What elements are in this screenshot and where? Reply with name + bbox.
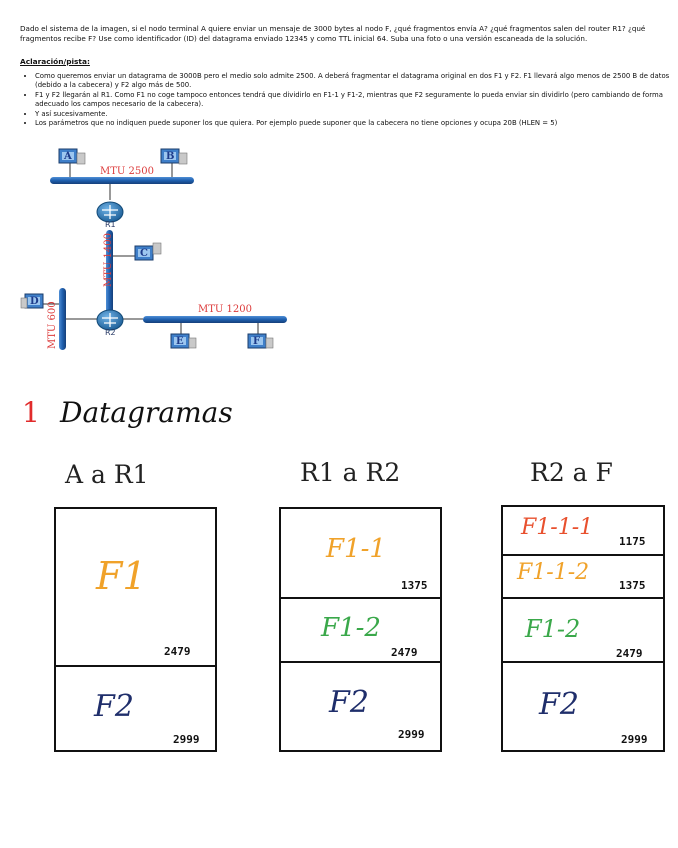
fragment-size: 1175 <box>619 535 646 548</box>
hint-item: • Los parámetros que no indiquen puede suponer los que quiera. Por ejemplo puede suponer que la cabecera no tiene opciones y ocupa 20B (HLEN = 5) <box>35 119 675 128</box>
fragment-label: F1-1 <box>326 534 386 564</box>
fragment-box-r1-r2 <box>279 507 442 752</box>
fragment-size: 2479 <box>616 647 643 660</box>
computer-f-icon <box>248 334 273 348</box>
fragment-divider <box>281 661 440 663</box>
fragment-label: F1-2 <box>321 613 381 643</box>
column-heading-r1-r2: R1 a R2 <box>300 458 401 487</box>
fragment-divider <box>56 665 215 667</box>
fragment-label: F1-2 <box>525 615 581 643</box>
hint-item: • Como queremos enviar un datagrama de 3000B pero el medio solo admite 2500. A deberá fragmentar el datagrama original en dos F1 y F2. F1 llevará algo menos de 2500 B de datos (debido a la cabecera) y F2 algo más de 500. <box>35 72 675 91</box>
mtu-vertical-label: MTU 1400 <box>103 233 114 287</box>
node-f-label: F <box>253 336 261 347</box>
node-c-label: C <box>140 248 148 259</box>
fragment-size: 1375 <box>401 579 428 592</box>
hint-item: • Y así sucesivamente. <box>35 110 675 119</box>
fragment-size: 2479 <box>164 645 191 658</box>
mtu-bottom-label: MTU 1200 <box>198 304 252 315</box>
fragment-size: 2479 <box>391 646 418 659</box>
fragment-label: F1-1-1 <box>521 515 594 540</box>
node-d-label: D <box>30 296 39 307</box>
fragment-size: 2999 <box>173 733 200 746</box>
section-number: 1 <box>22 396 40 429</box>
computer-c-icon <box>135 243 161 260</box>
fragment-size: 2999 <box>398 728 425 741</box>
column-heading-a-r1: A a R1 <box>65 460 149 489</box>
fragment-label: F1-1-2 <box>517 560 590 585</box>
bus-mtu-2500 <box>50 177 194 184</box>
column-heading-r2-f: R2 a F <box>530 458 613 487</box>
fragment-divider <box>503 554 663 556</box>
bus-mtu-1200 <box>143 316 287 323</box>
fragment-box-a-r1 <box>54 507 217 752</box>
bus-mtu-600 <box>59 288 66 350</box>
node-b-label: B <box>166 151 175 162</box>
clarification-list <box>20 72 675 128</box>
fragment-label: F1 <box>96 554 147 598</box>
router-r2-label: R2 <box>105 328 116 337</box>
fragment-size: 2999 <box>621 733 648 746</box>
fragment-box-r2-f <box>501 505 665 752</box>
node-a-label: A <box>64 151 72 162</box>
problem-statement: Dado el sistema de la imagen, si el nodo terminal A quiere enviar un mensaje de 3000 bytes al nodo F, ¿qué fragmentos envía A? ¿qué fragmentos salen del router R1? ¿qué fragmentos recibe F? Use como identificador (ID) del datagrama enviado 12345 y como TTL inicial 64. Suba una foto o una versión escaneada de la solución. <box>20 24 646 43</box>
fragment-label: F2 <box>539 687 579 722</box>
router-r2-icon <box>97 310 123 330</box>
router-r1-label: R1 <box>105 220 116 229</box>
fragment-divider <box>503 597 663 599</box>
section-title: Datagramas <box>60 396 233 429</box>
router-r1-icon <box>97 202 123 222</box>
clarification-title: Aclaración/pista: <box>20 57 90 66</box>
computer-a-icon <box>59 149 85 164</box>
node-e-label: E <box>176 336 184 347</box>
mtu-top-label: MTU 2500 <box>100 166 154 177</box>
fragment-size: 1375 <box>619 579 646 592</box>
network-diagram <box>15 144 295 356</box>
fragment-label: F2 <box>329 685 369 720</box>
fragment-label: F2 <box>94 689 134 724</box>
hint-item: • F1 y F2 llegarán al R1. Como F1 no coge tampoco entonces tendrá que dividirlo en F1-1 y F1-2, mientras que F2 seguramente lo pueda enviar sin dividirlo (pero cambiando de forma adecuado los campos necesario de la cabecera). <box>35 91 675 110</box>
fragment-divider <box>503 661 663 663</box>
fragment-divider <box>281 597 440 599</box>
mtu-left-label: MTU 600 <box>47 301 58 349</box>
